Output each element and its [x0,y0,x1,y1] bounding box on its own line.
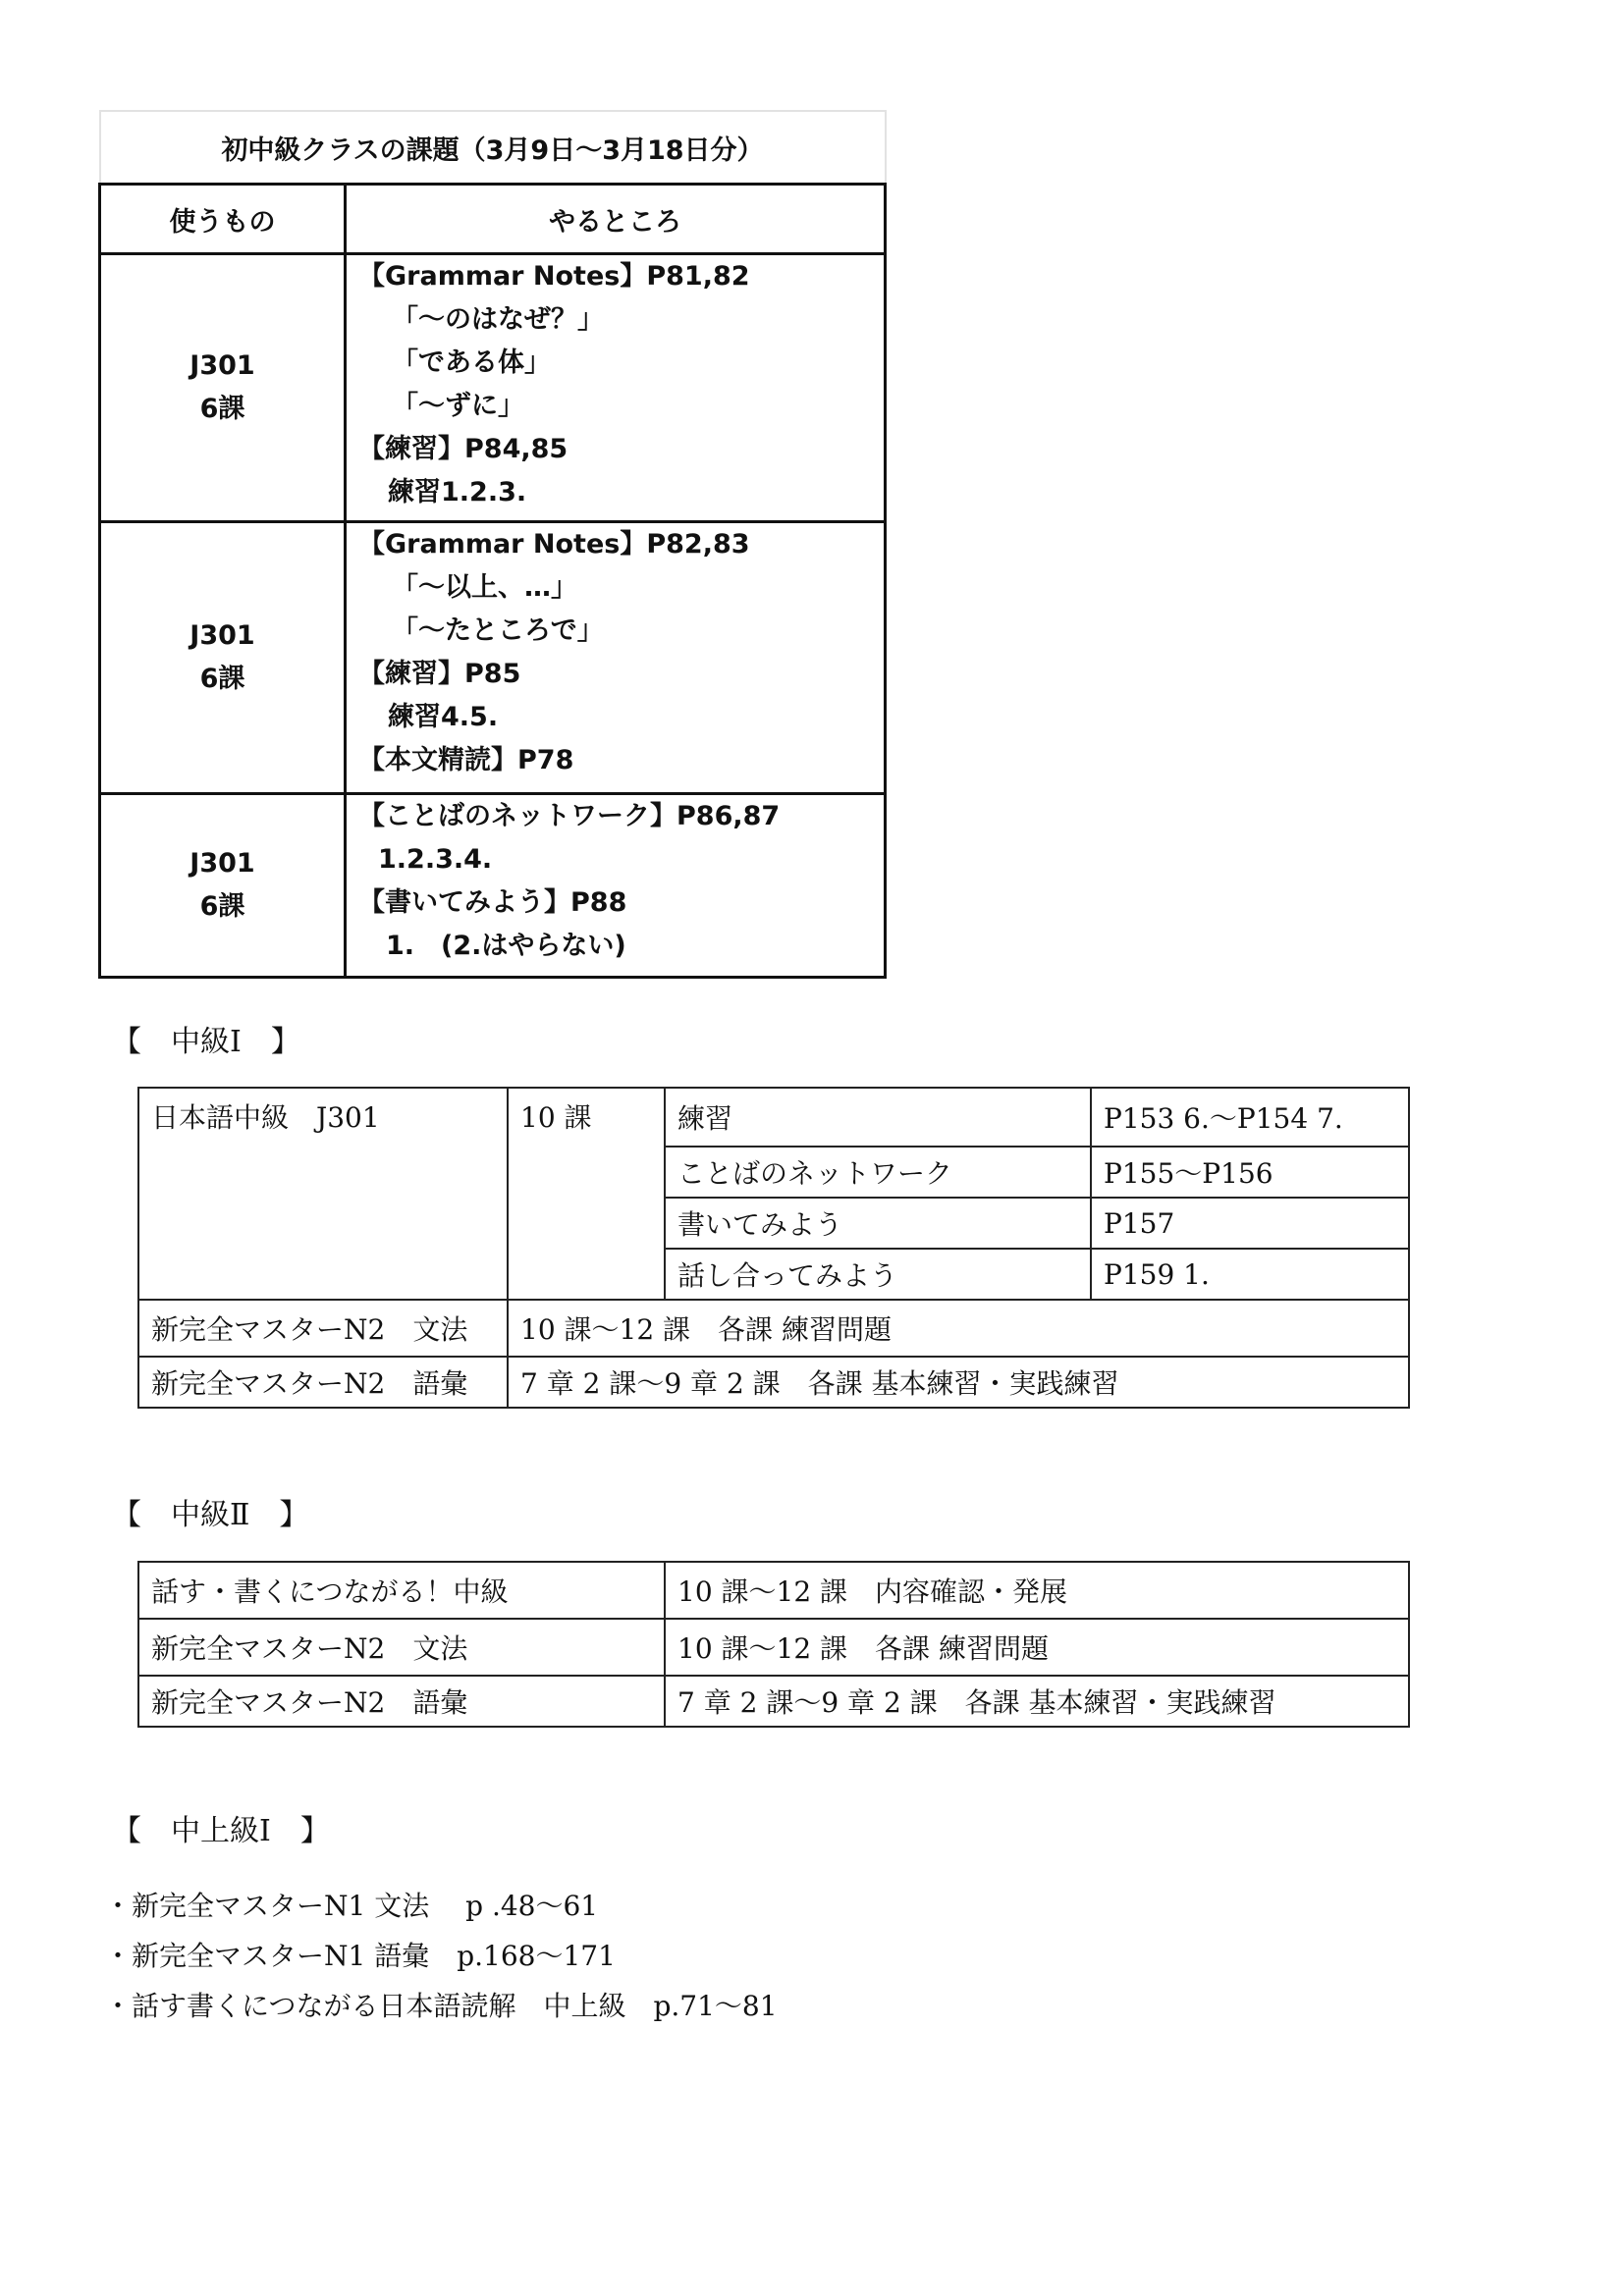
material-cell [100,794,346,978]
textbook-cell: 新完全マスターN2 語彙 [138,1357,508,1408]
scope-line: 1.2.3.4. [378,844,493,875]
textbook-cell: 新完全マスターN2 文法 [138,1300,508,1357]
table-row [138,1619,1409,1676]
chukyu2-table [137,1561,1410,1728]
scope-line: 「～たところで」 [392,615,604,646]
lesson-cell: 10 課 [508,1088,665,1300]
content-cell: 7 章 2 課～9 章 2 課 各課 基本練習・実践練習 [665,1676,1409,1727]
list-item: ・新完全マスターN1 語彙 p.168～171 [104,1940,616,1972]
scope-line: 【練習】P85 [358,659,521,689]
scope-line: 【本文精読】P78 [358,745,574,775]
textbook-name: J301 [189,350,255,381]
scope-line: 【書いてみよう】P88 [358,887,627,918]
textbook-name: J301 [189,620,255,651]
section-heading-chukyu1: 【 中級Ⅰ 】 [112,1025,300,1059]
lesson-number: 6課 [199,394,245,424]
scope-line: 【Grammar Notes】P81,82 [358,261,750,292]
lesson-number: 6課 [199,891,245,922]
task-pages-cell: P153 6.～P154 7. [1091,1088,1409,1147]
scope-cell [346,794,886,978]
content-cell: 7 章 2 課～9 章 2 課 各課 基本練習・実践練習 [508,1357,1409,1408]
scope-line: 1. (2.はやらない) [386,931,626,961]
scope-line: 「～以上、…」 [392,572,577,603]
section-heading-chukyu2: 【 中級Ⅱ 】 [112,1498,309,1532]
textbook-cell: 新完全マスターN2 語彙 [138,1676,665,1727]
scope-cell [346,254,886,522]
beginner-assignment-table [98,110,887,979]
textbook-cell: 新完全マスターN2 文法 [138,1619,665,1676]
scope-cell [346,522,886,794]
table-row [138,1300,1409,1357]
table-row [100,254,886,522]
table-title: 初中級クラスの課題（3月9日～3月18日分） [100,111,886,185]
task-pages-cell: P155～P156 [1091,1147,1409,1198]
task-name-cell: ことばのネットワーク [665,1147,1091,1198]
column-header-scope: やるところ [346,185,886,254]
material-cell [100,522,346,794]
task-pages-cell: P157 [1091,1198,1409,1249]
column-header-material: 使うもの [100,185,346,254]
scope-line: 練習1.2.3. [388,477,527,507]
scope-line: 【ことばのネットワーク】P86,87 [358,801,781,831]
textbook-cell: 話す・書くにつながる！中級 [138,1562,665,1619]
list-item: ・新完全マスターN1 文法 p .48～61 [104,1890,599,1922]
task-name-cell: 書いてみよう [665,1198,1091,1249]
scope-line: 【Grammar Notes】P82,83 [358,529,750,560]
section-heading-chujokyu1: 【 中上級Ⅰ 】 [112,1814,330,1848]
table-row [100,794,886,978]
lesson-number: 6課 [199,664,245,694]
table-row [138,1088,1409,1147]
content-cell: 10 課～12 課 各課 練習問題 [665,1619,1409,1676]
scope-line: 「である体」 [392,347,551,378]
scope-line: 【練習】P84,85 [358,434,568,464]
scope-line: 練習4.5. [388,702,499,732]
content-cell: 10 課～12 課 内容確認・発展 [665,1562,1409,1619]
textbook-cell: 日本語中級 J301 [138,1088,508,1300]
task-name-cell: 練習 [665,1088,1091,1147]
table-row [138,1357,1409,1408]
task-pages-cell: P159 1. [1091,1249,1409,1300]
content-cell: 10 課～12 課 各課 練習問題 [508,1300,1409,1357]
table-row [138,1562,1409,1619]
table-row [138,1676,1409,1727]
task-name-cell: 話し合ってみよう [665,1249,1091,1300]
material-cell [100,254,346,522]
chukyu1-table [137,1087,1410,1409]
table-row [100,522,886,794]
list-item: ・話す書くにつながる日本語読解 中上級 p.71～81 [104,1990,778,2022]
scope-line: 「～ずに」 [392,391,524,421]
textbook-name: J301 [189,848,255,879]
scope-line: 「～のはなぜ？」 [392,304,604,335]
